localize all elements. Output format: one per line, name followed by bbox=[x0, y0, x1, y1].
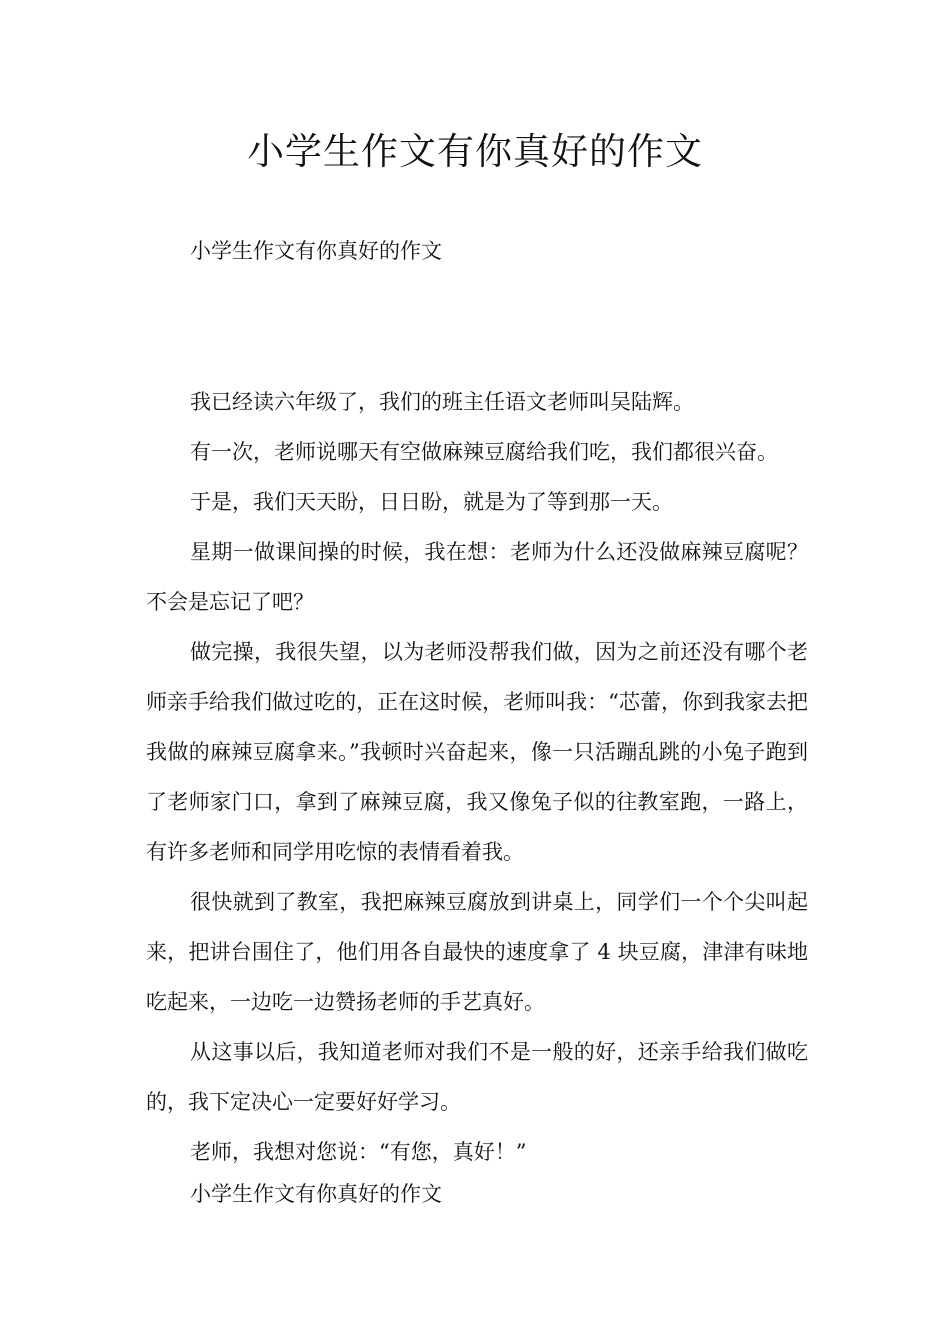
paragraph: 老师，我想对您说：“有您，真好！” bbox=[190, 1140, 527, 1164]
paragraph: 我已经读六年级了，我们的班主任语文老师叫吴陆辉。 bbox=[190, 390, 694, 414]
paragraph: 很快就到了教室，我把麻辣豆腐放到讲桌上，同学们一个个尖叫起来，把讲台围住了，他们用各自最快的速度拿了 4 块豆腐，津津有味地吃起来，一边吃一边赞扬老师的手艺真好。 bbox=[146, 890, 808, 1014]
paragraph: 于是，我们天天盼，日日盼，就是为了等到那一天。 bbox=[190, 490, 673, 514]
document-footer-line: 小学生作文有你真好的作文 bbox=[190, 1182, 442, 1206]
paragraph: 从这事以后，我知道老师对我们不是一般的好，还亲手给我们做吃的，我下定决心一定要好好学习。 bbox=[146, 1040, 808, 1114]
paragraph: 有一次，老师说哪天有空做麻辣豆腐给我们吃，我们都很兴奋。 bbox=[190, 440, 778, 464]
document-title: 小学生作文有你真好的作文 bbox=[247, 130, 703, 173]
paragraph: 做完操，我很失望，以为老师没帮我们做，因为之前还没有哪个老师亲手给我们做过吃的，正在这时候，老师叫我：“芯蕾，你到我家去把我做的麻辣豆腐拿来。”我顿时兴奋起来，像一只活蹦乱跳的小兔子跑到了老师家门口，拿到了麻辣豆腐，我又像兔子似的往教室跑，一路上，有许多老师和同学用吃惊的表情看着我。 bbox=[146, 640, 808, 864]
document-body bbox=[146, 377, 808, 1177]
paragraph: 星期一做课间操的时候，我在想：老师为什么还没做麻辣豆腐呢？不会是忘记了吧？ bbox=[146, 540, 808, 614]
document-subtitle: 小学生作文有你真好的作文 bbox=[190, 239, 442, 263]
